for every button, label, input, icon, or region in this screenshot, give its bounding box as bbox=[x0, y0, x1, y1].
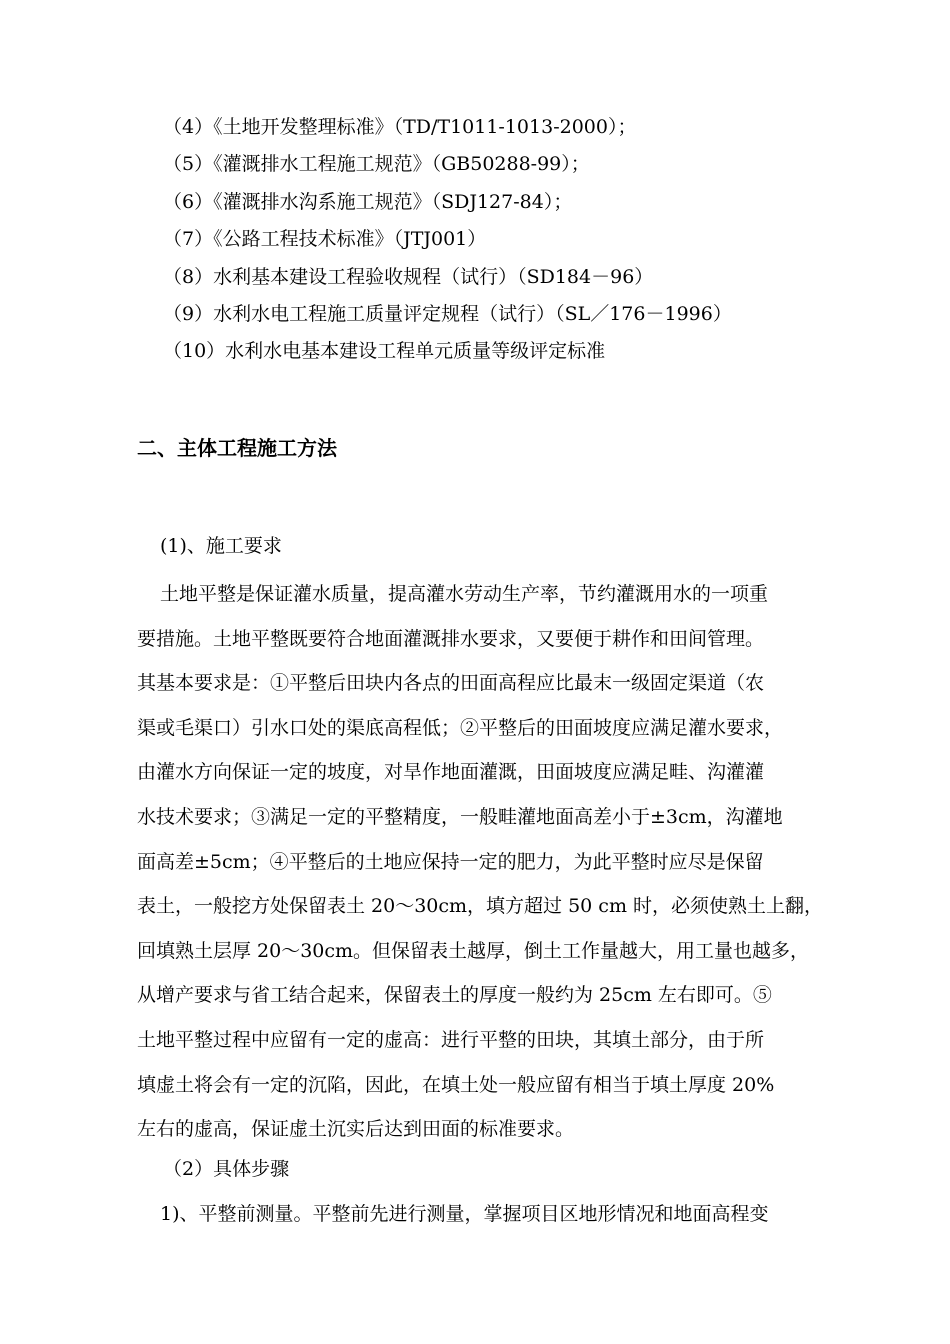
reference-item: （7）《公路工程技术标准》（JTJ001） bbox=[163, 228, 487, 251]
reference-list bbox=[163, 109, 883, 371]
body-paragraph bbox=[137, 572, 867, 1152]
paragraph-line: 由灌水方向保证一定的坡度，对旱作地面灌溉，田面坡度应满足畦、沟灌灌 bbox=[137, 761, 765, 784]
paragraph-line: 其基本要求是：①平整后田块内各点的田面高程应比最末一级固定渠道（农 bbox=[137, 672, 765, 695]
reference-item: （9）水利水电工程施工质量评定规程（试行）（SL／176－1996） bbox=[163, 302, 732, 325]
paragraph-line: 回填熟土层厚 20～30cm。但保留表土越厚，倒土工作量越大，用工量也越多， bbox=[137, 939, 810, 962]
paragraph-line: 水技术要求；③满足一定的平整精度，一般畦灌地面高差小于±3cm，沟灌地 bbox=[137, 805, 783, 828]
paragraph-line: 填虚土将会有一定的沉陷，因此，在填土处一般应留有相当于填土厚度 20% bbox=[137, 1073, 775, 1096]
paragraph-line: 左右的虚高，保证虚土沉实后达到田面的标准要求。 bbox=[137, 1118, 575, 1141]
paragraph-line: 要措施。土地平整既要符合地面灌溉排水要求，又要便于耕作和田间管理。 bbox=[137, 627, 765, 650]
subheading-requirements: (1)、施工要求 bbox=[160, 535, 282, 557]
paragraph-line: 渠或毛渠口）引水口处的渠底高程低；②平整后的田面坡度应满足灌水要求， bbox=[137, 716, 784, 739]
paragraph-line: 从增产要求与省工结合起来，保留表土的厚度一般约为 25cm 左右即可。⑤ bbox=[137, 984, 772, 1007]
paragraph-line: 面高差±5cm；④平整后的土地应保持一定的肥力，为此平整时应尽是保留 bbox=[137, 850, 764, 873]
reference-item: （10）水利水电基本建设工程单元质量等级评定标准 bbox=[163, 340, 606, 363]
paragraph-line: 土地平整过程中应留有一定的虚高：进行平整的田块，其填土部分，由于所 bbox=[137, 1028, 765, 1051]
subheading-steps: （2）具体步骤 bbox=[163, 1158, 290, 1180]
step-item: 1)、平整前测量。平整前先进行测量，掌握项目区地形情况和地面高程变 bbox=[160, 1203, 769, 1225]
paragraph-line: 表土，一般挖方处保留表土 20～30cm，填方超过 50 cm 时，必须使熟土上翻， bbox=[137, 895, 824, 918]
section-heading: 二、主体工程施工方法 bbox=[137, 436, 337, 460]
reference-item: （6）《灌溉排水沟系施工规范》（SDJ127-84）； bbox=[163, 190, 573, 213]
paragraph-line: 土地平整是保证灌水质量，提高灌水劳动生产率，节约灌溉用水的一项重 bbox=[160, 583, 769, 605]
reference-item: （5）《灌溉排水工程施工规范》（GB50288-99）； bbox=[163, 153, 590, 176]
reference-item: （4）《土地开发整理标准》（TD/T1011-1013-2000）； bbox=[163, 116, 637, 138]
reference-item: （8）水利基本建设工程验收规程（试行）（SD184－96） bbox=[163, 265, 654, 288]
